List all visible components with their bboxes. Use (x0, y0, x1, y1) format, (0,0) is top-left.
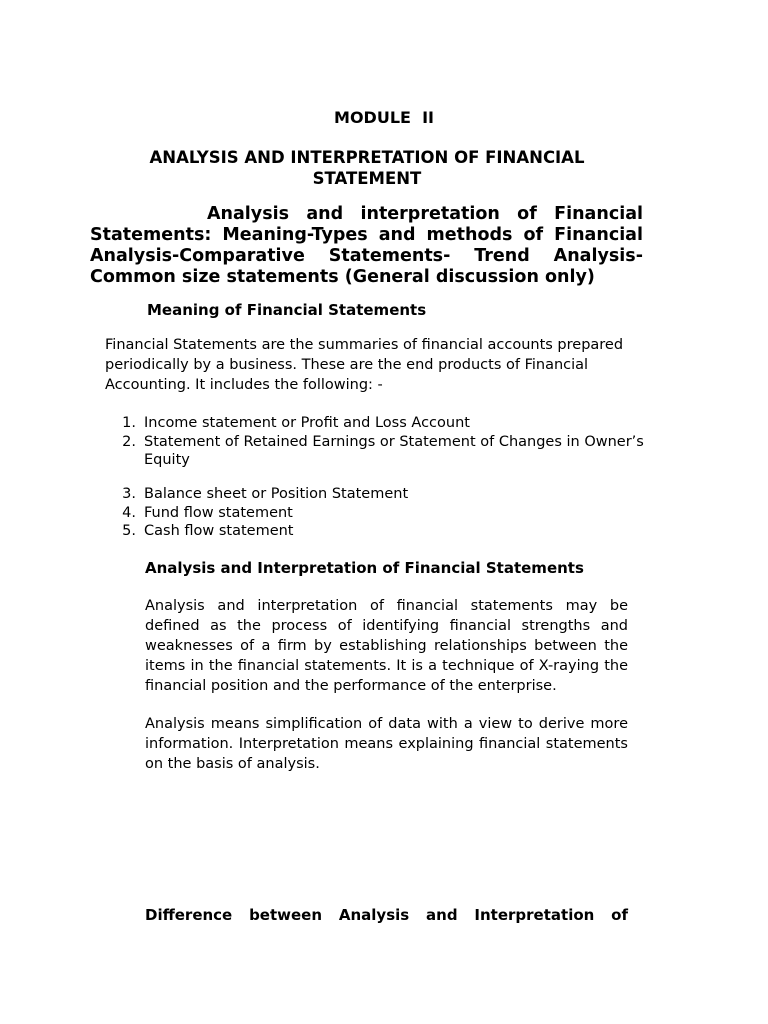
definition-paragraph: Analysis and interpretation of financial statements may be defined as the process of identifying financial strengths and weaknesses of a firm by establishing relationships between the items in the financial statements. It is a technique of X-raying the financial position and the performance of the enterprise. (145, 598, 628, 694)
intro-paragraph: Financial Statements are the summaries of financial accounts prepared periodically by a business. These are the end products of Financial Accounting. It includes the following: - (105, 337, 624, 393)
list-item-text: Income statement or Profit and Loss Account (144, 415, 470, 431)
list-item-text: Balance sheet or Position Statement (144, 486, 409, 502)
list-item-number: 2. (122, 433, 136, 450)
page-title: ANALYSIS AND INTERPRETATION OF FINANCIAL STATEMENT (149, 148, 585, 188)
list-item-number: 5. (122, 523, 136, 539)
statements-list-continued (110, 485, 670, 541)
list-item-text: Statement of Retained Earnings or Statement of Changes in Owner’s Equity (144, 433, 644, 468)
list-item (110, 504, 670, 523)
list-item-number: 1. (122, 415, 136, 431)
list-item (110, 485, 670, 504)
list-item-text: Fund flow statement (144, 504, 293, 521)
analysis-heading: Analysis and Interpretation of Financial Statements (145, 559, 584, 577)
analysis-means-paragraph: Analysis means simplification of data with a view to derive more information. Interpretation means explaining financial statements on the basis of analysis. (145, 716, 628, 772)
list-item-number: 4. (122, 504, 136, 521)
difference-heading: Difference between Analysis and Interpretation of (145, 906, 628, 924)
module-label: MODULE II (334, 108, 434, 127)
statements-list (110, 414, 670, 470)
list-item (110, 522, 670, 541)
list-item-text: Cash flow statement (144, 523, 294, 539)
meaning-heading: Meaning of Financial Statements (147, 301, 427, 319)
list-item-number: 3. (122, 486, 136, 502)
list-item (110, 414, 670, 433)
syllabus-summary: Analysis and interpretation of Financial Statements: Meaning-Types and methods of Financial Analysis-Comparative Statements- Trend Analysis-Common size statements (General discussion only) (90, 204, 643, 287)
list-item (110, 433, 670, 470)
